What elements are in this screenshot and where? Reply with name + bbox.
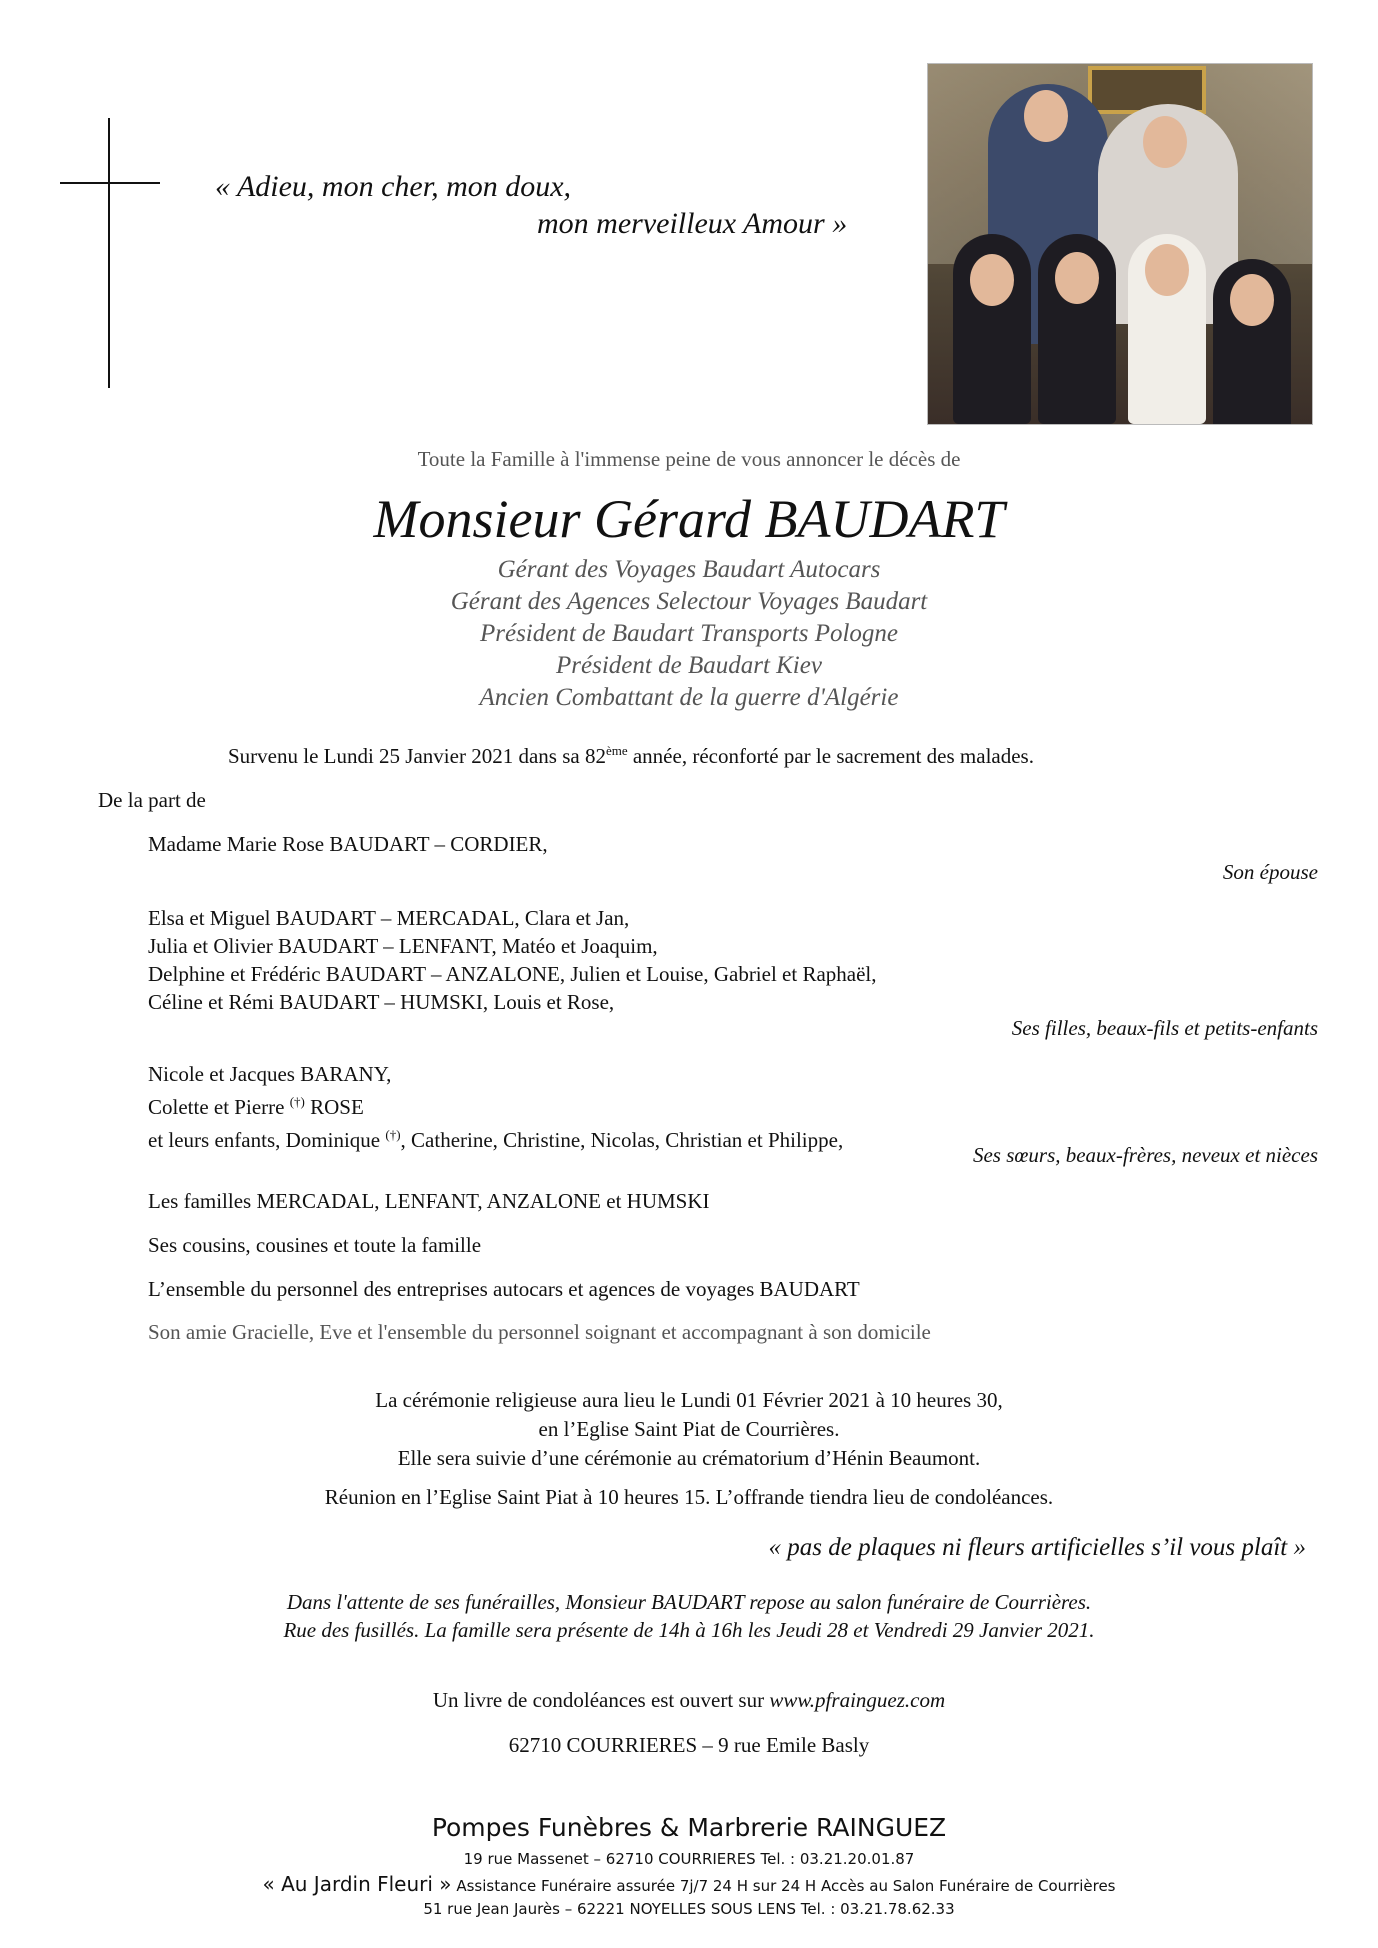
staff-line: L’ensemble du personnel des entreprises autocars et agences de voyages BAUDART <box>148 1277 860 1301</box>
website-link[interactable]: www.pfrainguez.com <box>769 1688 946 1712</box>
list-item: Céline et Rémi BAUDART – HUMSKI, Louis et Rose, <box>148 990 615 1014</box>
list-item: Julia et Olivier BAUDART – LENFANT, Matéo et Joaquim, <box>148 934 658 958</box>
company-address-2: 51 rue Jean Jaurès – 62221 NOYELLES SOUS LENS Tel. : 03.21.78.62.33 <box>423 1900 955 1918</box>
services-line: « Au Jardin Fleuri » Assistance Funéraire assurée 7j/7 24 H sur 24 H Accès au Salon Funéraire de Courrières <box>262 1872 1116 1896</box>
spouse-line: Madame Marie Rose BAUDART – CORDIER, <box>148 832 548 856</box>
spouse-role: Son épouse <box>1222 860 1318 884</box>
list-item: Nicole et Jacques BARANY, <box>148 1062 392 1086</box>
address-line: 62710 COURRIERES – 9 rue Emile Basly <box>508 1733 870 1757</box>
children-role: Ses filles, beaux-fils et petits-enfants <box>1011 1016 1318 1040</box>
list-item: Elsa et Miguel BAUDART – MERCADAL, Clara et Jan, <box>148 906 630 930</box>
from-label: De la part de <box>98 788 206 812</box>
announcement-intro: Toute la Famille à l'immense peine de vous annoncer le décès de <box>417 447 961 471</box>
title-line: Président de Baudart Kiev <box>556 652 822 679</box>
company-name: Pompes Funèbres & Marbrerie RAINGUEZ <box>431 1813 947 1842</box>
family-photo <box>927 63 1313 425</box>
friend-line: Son amie Gracielle, Eve et l'ensemble du personnel soignant et accompagnant à son domicile <box>148 1320 931 1344</box>
title-line: Ancien Combattant de la guerre d'Algérie <box>479 684 899 711</box>
cousins-line: Ses cousins, cousines et toute la famille <box>148 1233 482 1257</box>
title-line: Gérant des Voyages Baudart Autocars <box>497 556 881 583</box>
epigraph-line-2: mon merveilleux Amour » <box>537 207 848 240</box>
cross-icon-vertical <box>108 118 110 388</box>
list-item: Delphine et Frédéric BAUDART – ANZALONE, Julien et Louise, Gabriel et Raphaël, <box>148 962 877 986</box>
title-line: Gérant des Agences Selectour Voyages Baudart <box>450 588 928 615</box>
families-line: Les familles MERCADAL, LENFANT, ANZALONE et HUMSKI <box>148 1189 710 1213</box>
siblings-list <box>148 1060 843 1154</box>
title-line: Président de Baudart Transports Pologne <box>479 620 899 647</box>
list-item: Colette et Pierre (†) ROSE <box>148 1094 364 1119</box>
condolence-book: Un livre de condoléances est ouvert sur www.pfrainguez.com <box>432 1688 946 1712</box>
deceased-titles <box>0 554 1378 714</box>
death-notice: Survenu le Lundi 25 Janvier 2021 dans sa 82ème année, réconforté par le sacrement des malades. <box>228 743 1034 768</box>
ceremony-info: La cérémonie religieuse aura lieu le Lundi 01 Février 2021 à 10 heures 30, en l’Eglise Saint Piat de Courrières. Elle sera suivie d’une cérémonie au crématorium d’Hénin Beaumont. <box>375 1388 1003 1470</box>
list-item: et leurs enfants, Dominique (†), Catherine, Christine, Nicolas, Christian et Philippe, <box>148 1127 844 1152</box>
deceased-name: Monsieur Gérard BAUDART <box>373 489 1005 549</box>
children-list <box>148 904 877 1016</box>
siblings-role: Ses sœurs, beaux-frères, neveux et nièces <box>972 1143 1318 1167</box>
company-address-1: 19 rue Massenet – 62710 COURRIERES Tel. : 03.21.20.01.87 <box>463 1850 915 1868</box>
flowers-request: « pas de plaques ni fleurs artificielles s’il vous plaît » <box>768 1534 1306 1561</box>
epigraph-line-1: « Adieu, mon cher, mon doux, <box>215 170 572 203</box>
rest-info: Dans l'attente de ses funérailles, Monsieur BAUDART repose au salon funéraire de Courrières. Rue des fusillés. La famille sera présente de 14h à 16h les Jeudi 28 et Vendredi 29 Janvier 2021. <box>283 1590 1095 1642</box>
cross-icon-horizontal <box>60 182 160 184</box>
meeting-line: Réunion en l’Eglise Saint Piat à 10 heures 15. L’offrande tiendra lieu de condoléances. <box>324 1485 1054 1509</box>
